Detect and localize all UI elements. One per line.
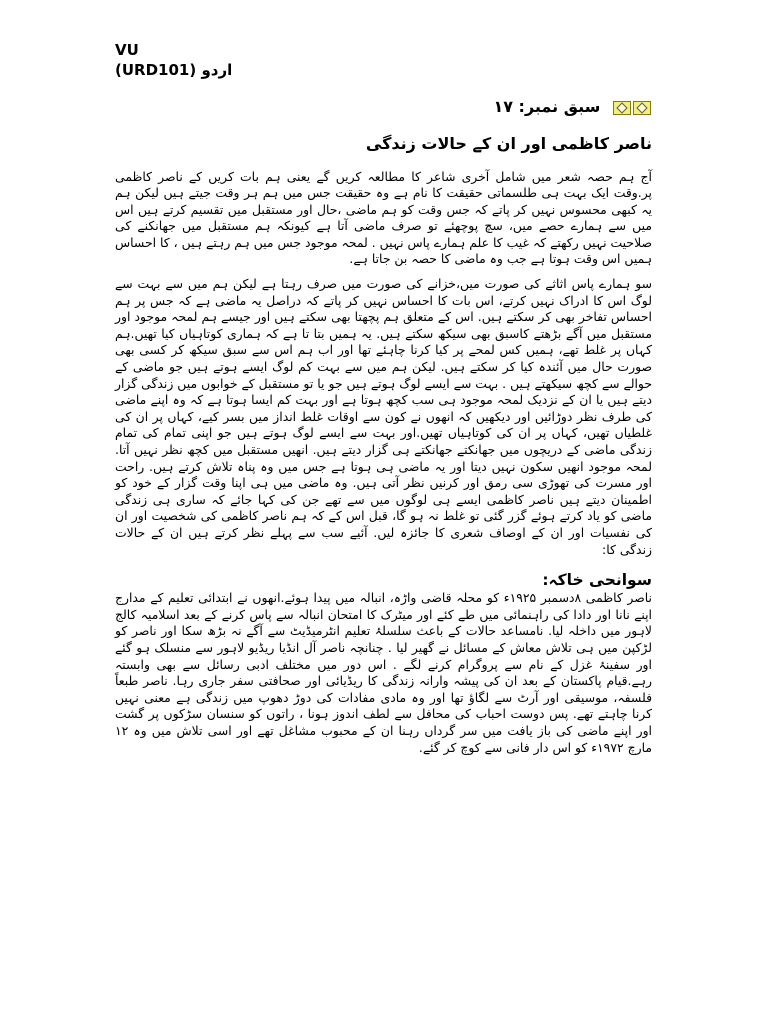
diamond-bullet-icon — [613, 101, 631, 115]
intro-paragraph: آج ہم حصہ شعر میں شامل آخری شاعر کا مطالعہ کریں گے یعنی ہم بات کریں کے ناصر کاظمی پر.وقت ایک بہت ہی طلسماتی حقیقت کا نام ہے وہ حقیقت جس میں ہم ہر وقت جیتے ہیں لیکن ہم یہ کبھی محسوس نہیں کر پاتے کہ جس وقت کو ہم ماضی ،حال اور مستقبل میں تقسیم کرتے ہیں اس میں سے ہمارے حصے میں، سچ پوچھئے تو صرف ماضی آتا ہے کیونکہ ہم مستقبل میں جھانکنے کی صلاحیت نہیں رکھتے کہ غیب کا علم ہمارے پاس نہیں . لمحہ موجود جس میں ہم رہتے ہیں ، کا احساس ہمیں اس وقت ہوتا ہے جب وہ ماضی کا حصہ بن جاتا ہے. — [115, 168, 652, 267]
biography-heading: سوانحی خاکہ: — [542, 571, 652, 590]
diamond-bullet-icon — [633, 101, 651, 115]
body-paragraph: سو ہمارے پاس اثاثے کی صورت میں،خزانے کی صورت میں صرف رہتا ہے لیکن ہم میں سے بہت سے لوگ اس کا ادراک نہیں کرتے، اس بات کا احساس نہیں کر پاتے کہ دراصل یہ ماضی ہے کہ جس پر ہم احساس تفاخر بھی کر سکتے ہیں. اس کے متعلق ہم پچھتا بھی سکتے ہیں اور جیسے ہم لمحہ موجود اور مستقبل میں آگے بڑھتے کاسبق بھی سیکھ سکتے ہیں. یہ ہمیں بتا تا ہے کہ ہماری کوتاہیاں کیا تھیں.ہم کہاں پر غلط تھے، ہمیں کس لمحے پر کیا کرنا چاہئے تھا اور اب ہم اس سے سبق سیکھ کر کسی بھی صورت حال میں آئندہ کیا کر سکتے ہیں. لیکن ہم میں سے بہت کم لوگ ایسے ہوتے ہیں جو ماضی کے حوالے سے کچھ سیکھتے ہیں . بہت سے ایسے لوگ ہوتے ہیں جو یا تو مستقبل کے خوابوں میں زندگی گزار دیتے ہیں یا ان کے نزدیک لمحہ موجود ہی سب کچھ ہوتا ہے اور بہت کم ایسا ہوتا ہے کہ وہ اپنے ماضی کی طرف نظر دوڑائیں اور دیکھیں کہ انھوں نے کون سے اوقات غلط انداز میں بسر کیے، کہاں پر ان کی غلطیاں تھیں، کہاں پر ان کی کوتاہیاں تھیں.اور بہت سے ایسے لوگ ہوتے ہیں جو اپنی تمام کی تمام زندگی ماضی کے دریچوں میں جھانکتے جھانکتے ہی گزار دیتے ہیں. انھیں مستقبل میں کچھ نظر نہیں آتا. لمحہ موجود انھیں سکون نہیں دیتا اور یہ ماضی ہی ہوتا ہے جس میں وہ پناہ تلاش کرتے ہیں. راحت اور مسرت کی تھوڑی سی رمق اور کرنیں نظر آتی ہیں. وہ ماضی میں ہی اپنا وقت گزار کے خود کو اطمینان دیتے ہیں ناصر کاظمی ایسے ہی لوگوں میں سے تھے جن کی کہا جائے کہ ساری ہی زندگی ماضی کو یاد کرتے ہوئے گزر گئی تو غلط نہ ہو گا، قبل اس کے کہ ہم ناصر کاظمی کی شخصیت اور ان کی نفسیات اور ان کے اوصاف شعری کا جائزہ لیں. آئیے سب سے پہلے نظر کرتے ہیں ان کے حالات زندگی کا: — [115, 276, 652, 557]
biography-paragraph: ناصر کاظمی ۸دسمبر ۱۹۲۵ء کو محلہ قاضی واڑہ، انبالہ میں پیدا ہوئے.انھوں نے ابتدائی تعلیم کے مدارج اپنے نانا اور دادا کی راہنمائی میں طے کئے اور میٹرک کا امتحان انبالہ سے پاس کرنے کے بعد اسلامیہ کالج لاہور میں داخلہ لیا. نامساعد حالات کے باعث سلسلۂ تعلیم انٹرمیڈیٹ سے آگے نہ بڑھ سکا اور ناصر کو لڑکپن میں ہی تلاش معاش کے مسائل نے گھیر لیا . چنانچہ ناصر آل انڈیا ریڈیو لاہور سے منسلک ہو گئے اور سفینۂ غزل کے نام سے پروگرام کرنے لگے . اس دور میں مختلف ادبی رسائل سے بھی وابستہ رہے.قیام پاکستان کے بعد ان کی پیشہ وارانہ زندگی کا ریڈیائی اور صحافتی سفر جاری رہا. ناصر طبعاً فلسفہ، موسیقی اور آرٹ سے لگاؤ تھا اور وہ مادی مفادات کی دوڑ دھوپ میں زندگی ہے معنی نہیں کرنا چاہتے تھے. پس دوست احباب کی محافل سے لطف اندوز ہونا ، راتوں کو سنسان سڑکوں پر گشت اور اپنے ماضی کی باز یافت میں سر گرداں رہنا ان کے محبوب مشاغل تھے اور اسی تلاش میں وہ ۱۲ مارچ ۱۹۷۲ء کو اس دار فانی سے کوچ کر گئے. — [115, 590, 653, 755]
document-page — [115, 40, 652, 764]
lesson-number-label: سبق نمبر: ۱۷ — [493, 97, 601, 116]
lesson-title: ناصر کاظمی اور ان کے حالات زندگی — [365, 133, 652, 153]
course-subject: اردو — [201, 61, 233, 79]
course-line — [115, 60, 652, 80]
university-code: VU — [115, 41, 139, 59]
course-header — [115, 40, 652, 80]
course-code: (URD101) — [115, 61, 197, 79]
lesson-marker-icons — [612, 97, 652, 119]
lesson-number-heading — [115, 96, 652, 119]
